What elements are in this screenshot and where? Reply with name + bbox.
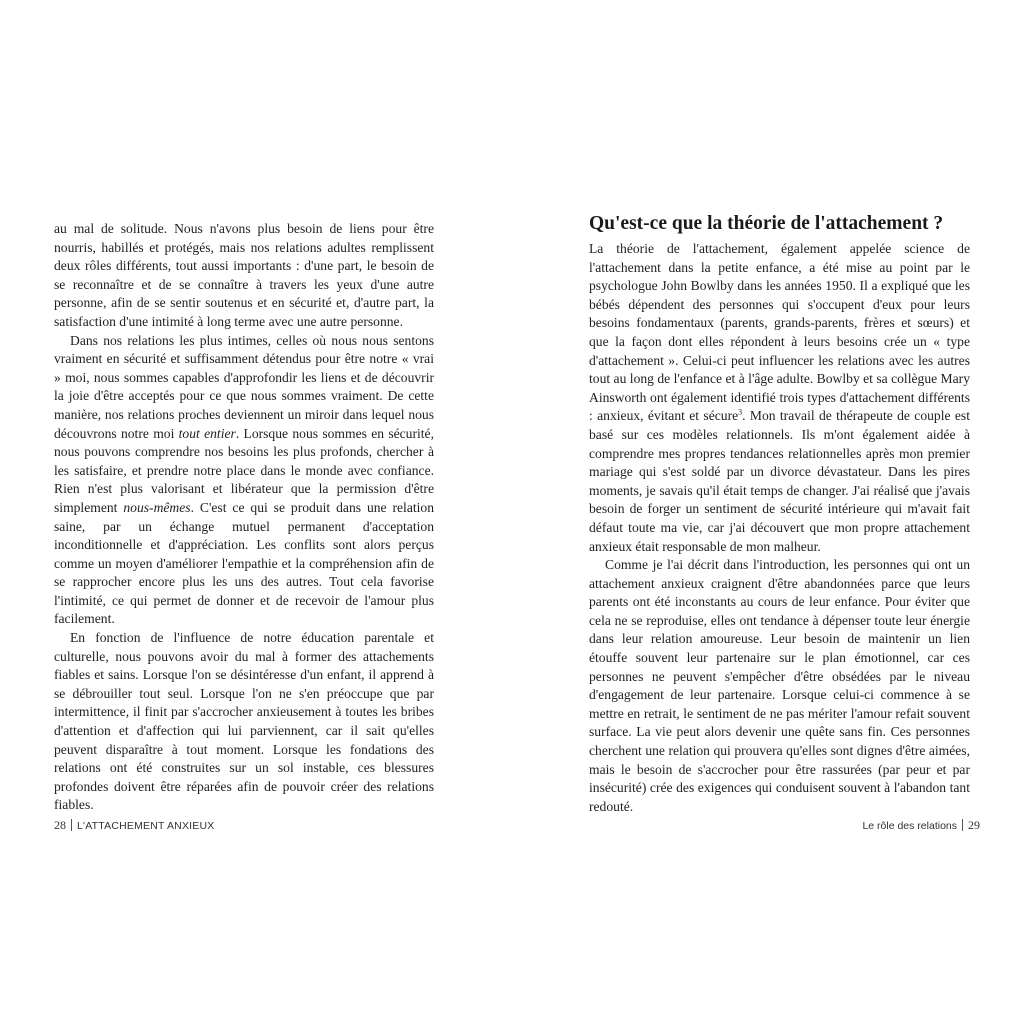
page-number: 29 [968, 818, 980, 832]
section-heading: Qu'est-ce que la théorie de l'attachement ? [589, 213, 944, 234]
body-paragraph [54, 332, 434, 630]
paragraph-text: . C'est ce qui se produit dans une relation saine, par un échange mutuel permanent d'acceptation inconditionnelle et d'appréciation. Les conflits sont alors perçus comme un moyen d'améliorer l'empathie et la compréhension afin de se rapprocher encore plus les uns des autres. Tout cela favorise l'intimité, ce qui permet de donner et de recevoir de l'amour plus facilement. [54, 499, 435, 627]
right-page-footer [862, 818, 980, 833]
running-title: Le rôle des relations [862, 820, 957, 832]
body-paragraph: Comme je l'ai décrit dans l'introduction, les personnes qui ont un attachement anxieux craignent d'être abandonnées parce que leurs parents ont été inconstants au cours de leur enfance. Pour éviter que cela ne se reproduise, elles ont tendance à dépenser toute leur énergie dans leur relation amoureuse. Leur besoin de maintenir un lien étouffe souvent leur partenaire sur le plan émotionnel, car ces personnes ne peuvent s'empêcher d'être obsédées par le niveau d'engagement de leur partenaire. Lorsque celui-ci commence à se mettre en retrait, le sentiment de ne pas mériter l'amour refait souvent surface. La vie peut alors devenir une quête sans fin. Ces personnes cherchent une relation qui prouvera qu'elles sont dignes d'être aimées, mais le besoin de s'accrocher pour être rassurées (par peur et par insécurité) crée des exigences qui conduisent souvent à l'abandon tant redouté. [589, 557, 970, 814]
paragraph-text: Dans nos relations les plus intimes, celles où nous nous sentons vraiment en sécurité et suffisamment détendus pour être notre « vrai » moi, nous sommes capables d'approfondir les liens et de découvrir la joie d'être acceptés pour ce que nous sommes vraiment. De cette manière, nos relations proches deviennent un miroir dans lequel nous découvrons notre moi [54, 332, 434, 441]
left-page-body [54, 220, 434, 815]
italic-emphasis: tout entier [178, 425, 236, 441]
paragraph-text: . Lorsque nous sommes en sécurité, nous pouvons comprendre nos besoins les plus profonds, chercher à les satisfaire, et prendre notre place dans le monde avec confiance. Rien n'est plus valorisant et libérateur que la permission d'être simplement [54, 425, 434, 515]
body-paragraph [589, 240, 970, 556]
paragraph-text: . Mon travail de thérapeute de couple est basé sur ces modèles relationnels. Ils m'ont également aidée à comprendre mes propres tendances relationnelles après mon premier mariage qui s'est soldé par un divorce dévastateur. Dans les pires moments, je savais qu'il était temps de changer. J'ai réalisé que j'avais besoin de forger un sentiment de sécurité intérieure qui m'avait fait défaut toute ma vie, car j'ai découvert que mon propre attachement anxieux était responsable de mon malheur. [589, 408, 970, 554]
footnote-marker: 3 [738, 407, 743, 417]
running-title: L'ATTACHEMENT ANXIEUX [77, 820, 215, 832]
right-page [512, 0, 1024, 1024]
italic-emphasis: nous-mêmes [123, 499, 191, 515]
right-page-body [589, 240, 970, 816]
footer-divider [962, 819, 963, 831]
page-number: 28 [54, 818, 66, 832]
footer-divider [71, 819, 72, 831]
paragraph-text: La théorie de l'attachement, également appelée science de l'attachement dans la petite enfance, a été mise au point par le psychologue John Bowlby dans les années 1950. Il a expliqué que les bébés dépendent des personnes qui s'occupent d'eux pour leurs besoins fondamentaux (parents, grands-parents, frères et sœurs) et que la façon dont elles répondent à leurs besoins crée un « type d'attachement ». Celui-ci peut influencer les relations avec les autres tout au long de l'enfance et à l'âge adulte. Bowlby et sa collègue Mary Ainsworth ont également identifié trois types d'attachement différents : anxieux, évitant et sécure [589, 241, 970, 424]
body-paragraph: au mal de solitude. Nous n'avons plus besoin de liens pour être nourris, habillés et protégés, mais nos relations adultes remplissent deux rôles différents, tout aussi importants : d'une part, le besoin de se reconnaître et de se connaître à travers les yeux d'une autre personne, afin de se sentir soutenus et en sécurité et, d'autre part, la satisfaction d'une intimité à long terme avec une autre personne. [54, 221, 434, 329]
body-paragraph: En fonction de l'influence de notre éducation parentale et culturelle, nous pouvons avoir du mal à former des attachements fiables et sains. Lorsque l'on se désintéresse d'un enfant, il apprend à se débrouiller tout seul. Lorsque l'on ne s'en préoccupe que par intermittence, il finit par s'accrocher anxieusement à toutes les bribes d'attention et d'affection qui lui parviennent, car il sait qu'elles peuvent disparaître à tout moment. Lorsque les fondations des relations ont été construites sur un sol instable, ces blessures profondes doivent être réparées afin de pouvoir créer des relations fiables. [54, 630, 434, 813]
left-page-footer [54, 818, 214, 833]
